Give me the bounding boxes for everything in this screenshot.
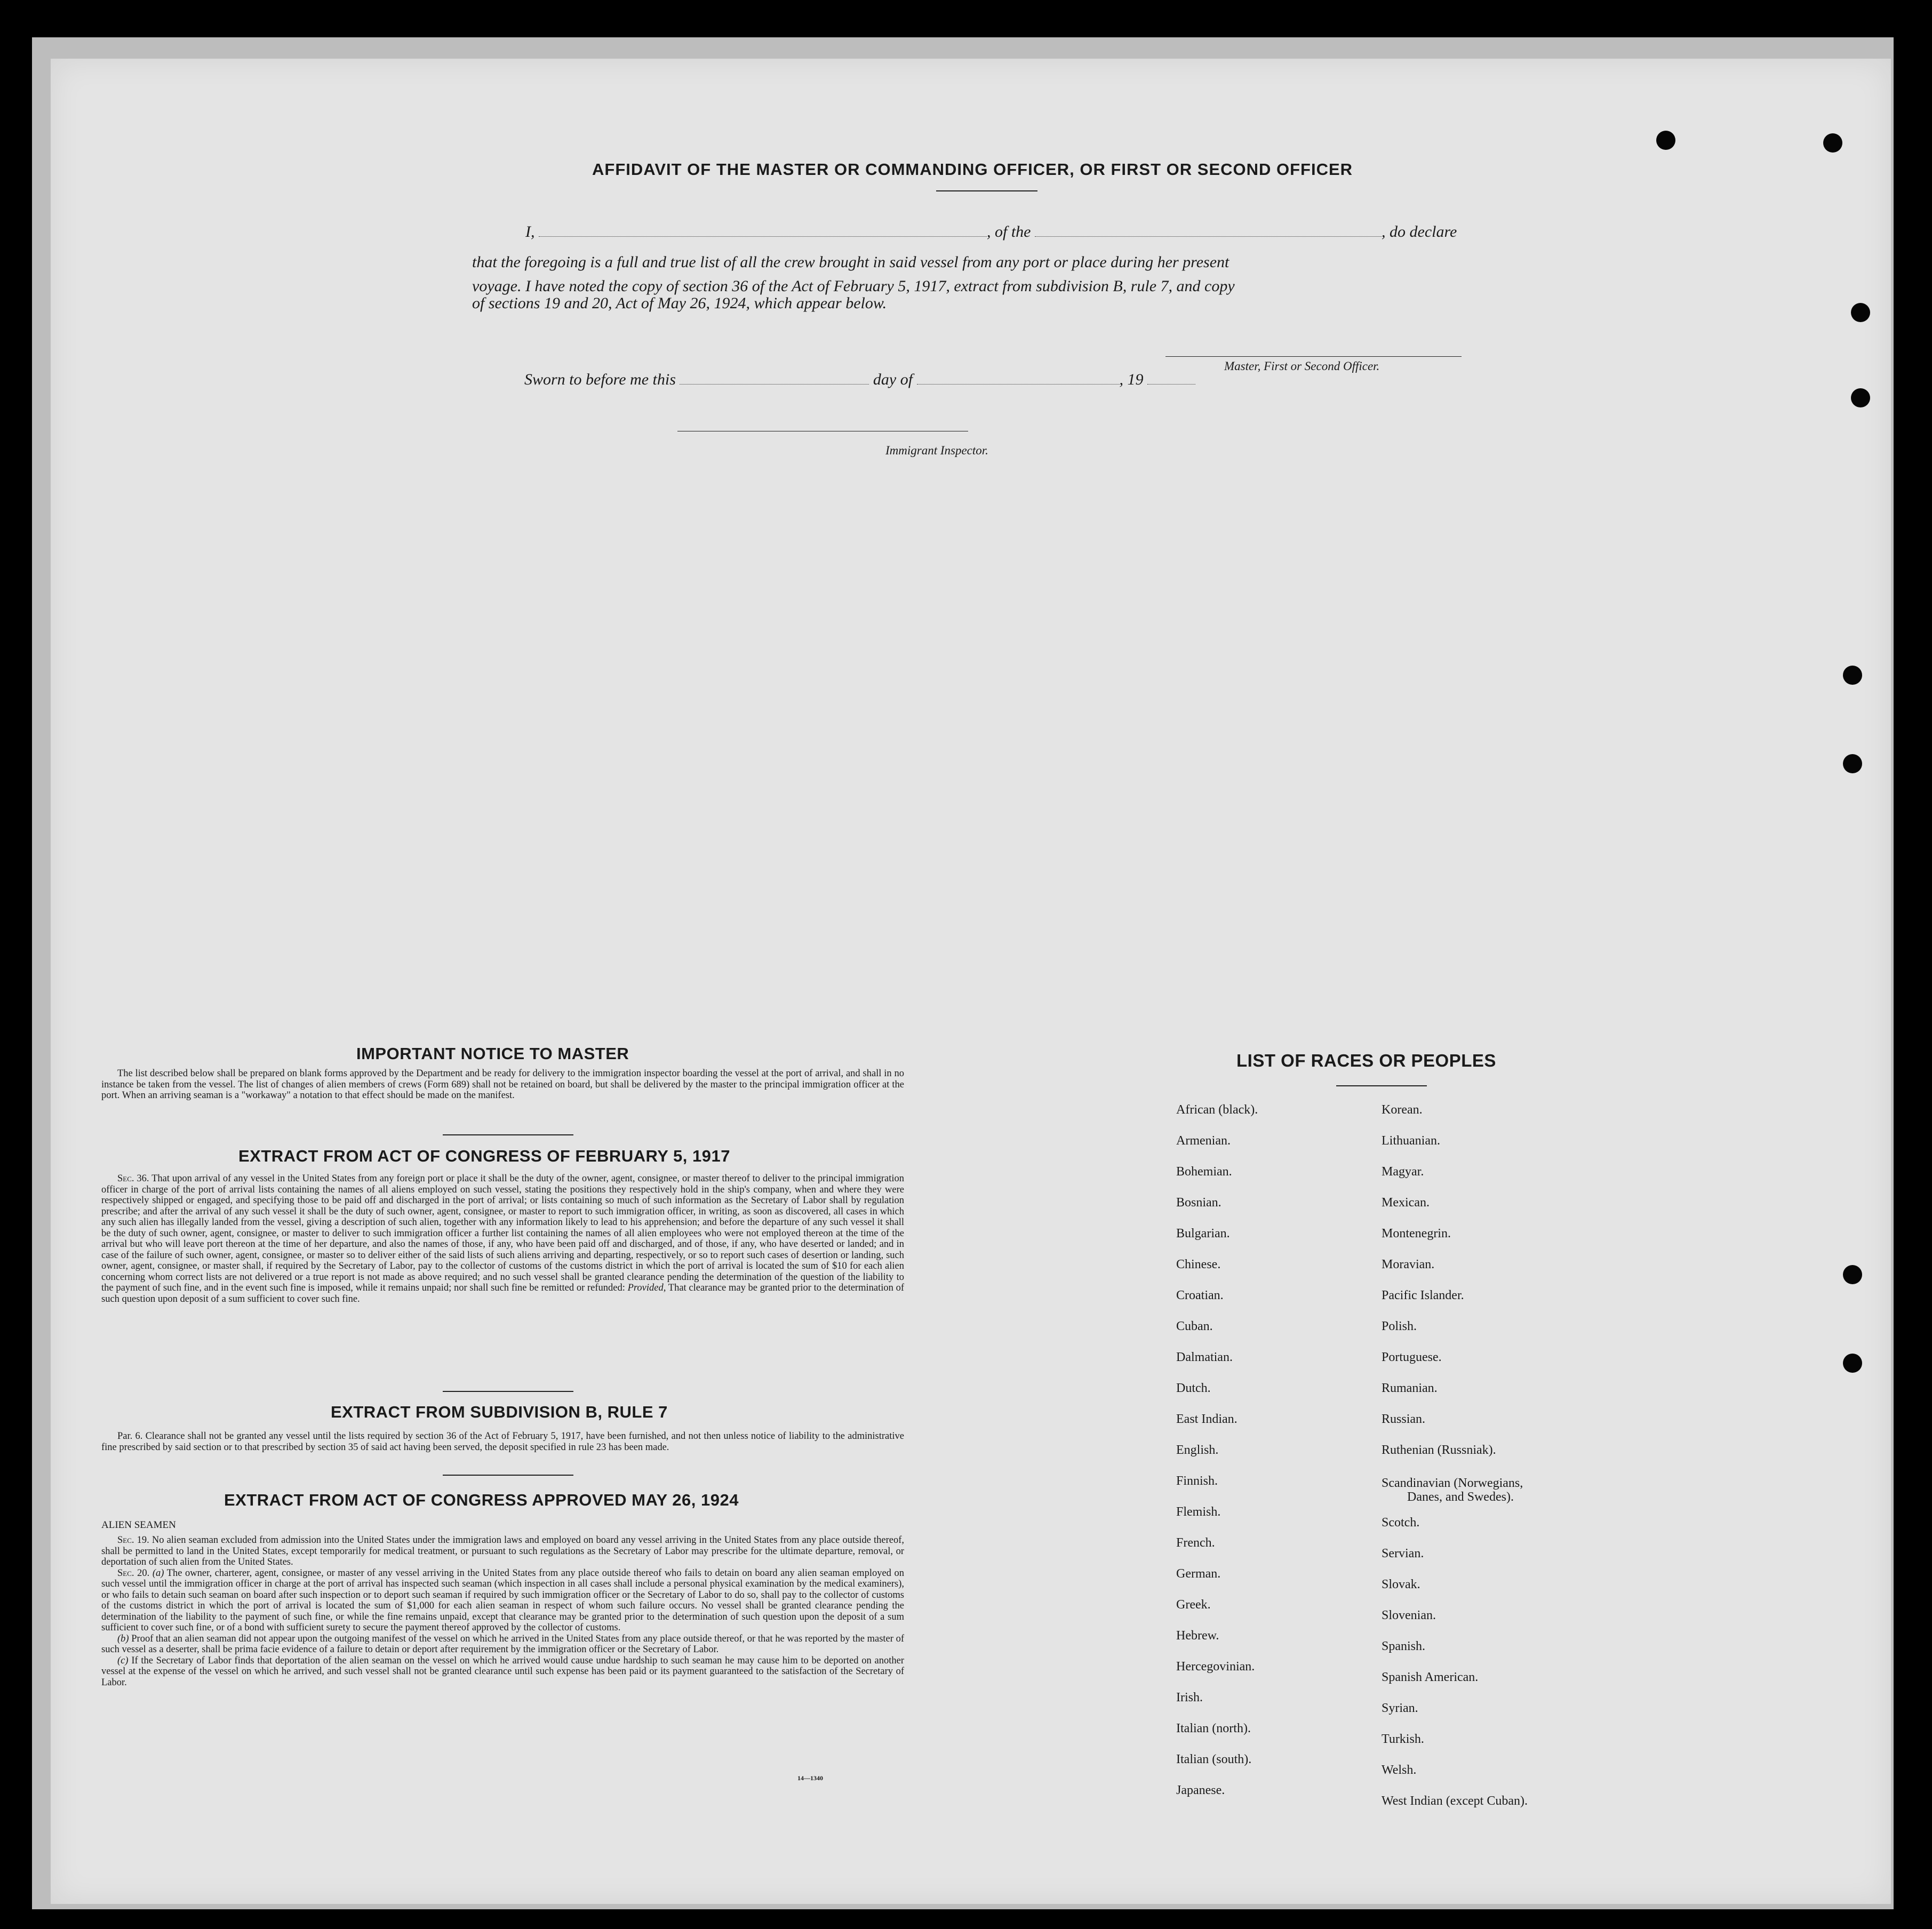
section-36-paragraph: [101, 1173, 904, 1304]
binder-hole: [1843, 1265, 1862, 1284]
master-signature-line[interactable]: [1165, 356, 1462, 357]
race-item: Scotch.: [1382, 1516, 1420, 1530]
rule-7-body: [101, 1431, 904, 1453]
form-code: 14—1340: [797, 1774, 823, 1782]
affidavit-title: AFFIDAVIT OF THE MASTER OR COMMANDING OFFICER, OR FIRST OR SECOND OFFICER: [592, 160, 1353, 179]
declaration-line-2: that the foregoing is a full and true list of all the crew brought in said vessel from any port or place during her present: [472, 253, 1230, 271]
race-item: Irish.: [1176, 1691, 1203, 1704]
race-item: Korean.: [1382, 1103, 1423, 1117]
race-item: Bosnian.: [1176, 1196, 1222, 1210]
race-item: Hebrew.: [1176, 1629, 1219, 1643]
divider: [443, 1391, 573, 1392]
sec-20a-label: (a): [152, 1567, 164, 1579]
name-field[interactable]: [539, 225, 987, 237]
race-item: Welsh.: [1382, 1763, 1417, 1777]
race-item: Cuban.: [1176, 1319, 1213, 1333]
race-item: Japanese.: [1176, 1783, 1225, 1797]
races-column-2: [1382, 1094, 1528, 1816]
sec-36-text-a: That upon arrival of any vessel in the United States from any foreign port or place it shall be the duty of the owner, agent, consignee, or master thereof to deliver to the principal immigration officer in charge of the port of arrival lists containing the names of all aliens employed on such vessel, stating the positions they respectively hold in the ship's company, when and where they were respectively shipped or engaged, and specifying those to be paid off and discharged in the port of arrival; or lists containing so much of such information as the Secretary of Labor shall by regulation prescribe; and after the arrival of any such vessel it shall be the duty of such owner, agent, consignee, or master to report to such immigration officer, in writing, as soon as discovered, all cases in which any such alien has illegally landed from the vessel, giving a description of such alien, together with any information likely to lead to his apprehension; and before the departure of any such vessel it shall be the duty of such owner, agent, consignee, or master to deliver to such immigration officer a further list containing the names of all alien employees who were not employed thereon at the time of the arrival but who will leave port thereon at the time of her departure, and also the names of those, if any, who have been paid off and discharged, and of those, if any, who have deserted or landed; and in case of the failure of such owner, agent, consignee, or master so to deliver either of the said lists of such aliens arriving and departing, respectively, or so to report such cases of desertion or landing, such owner, agent, consignee, or master shall, if required by the Secretary of Labor, pay to the collector of customs of the customs district in which the port of arrival is located the sum of $10 for each alien concerning whom correct lists are not delivered or a true report is not made as above required; and no such vessel shall be granted clearance pending the determination of the question of the liability to the payment of such fine, and in the event such fine is imposed, while it remains unpaid; nor shall such fine be remitted or refunded:: [101, 1173, 904, 1293]
race-item: Russian.: [1382, 1412, 1426, 1426]
race-item: Slovenian.: [1382, 1608, 1436, 1622]
notice-body: [101, 1068, 904, 1101]
binder-hole: [1851, 303, 1870, 322]
race-item: Finnish.: [1176, 1474, 1218, 1488]
divider: [443, 1475, 573, 1476]
race-item: Polish.: [1382, 1319, 1417, 1333]
sec-20b-label: (b): [117, 1633, 129, 1644]
extract-1924-title: EXTRACT FROM ACT OF CONGRESS APPROVED MAY 26, 1924: [224, 1491, 739, 1509]
race-item: Flemish.: [1176, 1505, 1221, 1519]
race-item: Dalmatian.: [1176, 1350, 1233, 1364]
declaration-line-1: [525, 223, 1457, 241]
race-item: Slovak.: [1382, 1578, 1420, 1591]
section-20c-paragraph: [101, 1655, 904, 1688]
notice-paragraph: The list described below shall be prepared on blank forms approved by the Department and be ready for delivery to the immigration inspector boarding the vessel at the port of arrival, and shall in no instance be taken from the vessel. The list of changes of alien members of crews (Form 689) shall not be retained on board, but shall be delivered by the master to the principal immigration officer at the port. When an arriving seaman is a "workaway" a notation to that effect should be made on the manifest.: [101, 1068, 904, 1101]
race-item: Armenian.: [1176, 1134, 1231, 1148]
races-column-1: [1176, 1094, 1258, 1806]
provided-label: Provided,: [627, 1283, 666, 1293]
race-item: German.: [1176, 1567, 1221, 1581]
section-20b-paragraph: [101, 1634, 904, 1655]
sec-20a-text: The owner, charterer, agent, consignee, or master of any vessel arriving in the United States from any place outside thereof who fails to detain on board any alien seaman employed on such vessel until the immigration officer in charge at the port of arrival has inspected such seaman (which inspection in all cases shall include a personal physical examination by the medical examiners), or who fails to detain such seaman on board after such inspection or to deport such seaman if required by such immigration officer or the Secretary of Labor to do so, shall pay to the collector of customs of the customs district in which the port of arrival is located the sum of $1,000 for each alien seaman in respect of whom such failure occurs. No vessel shall be granted clearance pending the determination of the liability to the payment of such fine, or while the fine remains unpaid, except that clearance may be granted prior to the determination of such question upon the deposit of a sum sufficient to cover such fine, or of a bond with sufficient surety to secure the payment thereof approved by the collector of customs.: [101, 1567, 905, 1633]
race-item: Bulgarian.: [1176, 1227, 1230, 1240]
race-item: Mexican.: [1382, 1196, 1430, 1210]
race-item: Rumanian.: [1382, 1381, 1438, 1395]
race-item: Magyar.: [1382, 1165, 1424, 1179]
race-item: Turkish.: [1382, 1732, 1424, 1746]
binder-hole: [1851, 388, 1870, 407]
binder-hole: [1656, 131, 1675, 150]
notice-title: IMPORTANT NOTICE TO MASTER: [356, 1044, 629, 1063]
binder-hole: [1843, 666, 1862, 685]
race-item: Scandinavian (Norwegians,: [1382, 1476, 1523, 1490]
sec-19-text: No alien seaman excluded from admission into the United States under the immigration laws and employed on board any vessel arriving in the United States from any place outside thereof, shall be permitted to land in the United States, except temporarily for medical treatment, or pursuant to such regulations as the Secretary of Labor may prescribe for the ultimate departure, removal, or deportation of such alien from the United States.: [101, 1535, 905, 1567]
sworn-year-field[interactable]: [1147, 372, 1195, 385]
declaration-i: I,: [525, 223, 535, 241]
sec-20-label: Sec. 20.: [117, 1567, 150, 1579]
extract-1917-title: EXTRACT FROM ACT OF CONGRESS OF FEBRUARY 5, 1917: [238, 1147, 730, 1165]
divider: [443, 1134, 573, 1135]
sec-20b-text: Proof that an alien seaman did not appear upon the outgoing manifest of the vessel on which he arrived in the United States from any place outside thereof, or that he was reported by the master of such vessel as a deserter, shall be prima facie evidence of a failure to detain or deport after requirement by the immigration officer or the Secretary of Labor.: [101, 1633, 904, 1655]
divider: [936, 190, 1037, 191]
rule-7-paragraph: Par. 6. Clearance shall not be granted any vessel until the lists required by section 36 of the Act of February 5, 1917, have been furnished, and not then unless notice of liability to the administrative fine prescribed by said section or to that prescribed by section 35 of said act having been served, the deposit specified in rule 23 has been made.: [101, 1431, 904, 1453]
race-item: Lithuanian.: [1382, 1134, 1440, 1148]
race-item: Danes, and Swedes).: [1407, 1490, 1514, 1504]
sworn-day-of: day of: [873, 371, 913, 388]
declaration-line-4: of sections 19 and 20, Act of May 26, 1924, which appear below.: [472, 294, 887, 312]
section-19-paragraph: [101, 1535, 904, 1568]
sec-19-label: Sec. 19.: [117, 1535, 149, 1546]
declaration-of-the: , of the: [987, 223, 1031, 241]
extract-1917-body: [101, 1173, 904, 1304]
race-item: Spanish American.: [1382, 1670, 1479, 1684]
sworn-day-field[interactable]: [680, 372, 869, 385]
race-item: East Indian.: [1176, 1412, 1238, 1426]
race-item: Servian.: [1382, 1547, 1424, 1560]
race-item: Bohemian.: [1176, 1165, 1232, 1179]
alien-seamen-subtitle: ALIEN SEAMEN: [101, 1519, 176, 1531]
section-20a-paragraph: [101, 1568, 904, 1634]
race-item: Moravian.: [1382, 1258, 1435, 1271]
declaration-line-3: voyage. I have noted the copy of section 36 of the Act of February 5, 1917, extract from subdivision B, rule 7, and copy: [472, 277, 1235, 295]
race-item: Ruthenian (Russniak).: [1382, 1443, 1496, 1457]
race-item: West Indian (except Cuban).: [1382, 1794, 1528, 1808]
race-item: Hercegovinian.: [1176, 1660, 1255, 1674]
sworn-year-prefix: , 19: [1119, 371, 1144, 388]
binder-hole: [1823, 133, 1842, 153]
rule-7-title: EXTRACT FROM SUBDIVISION B, RULE 7: [331, 1403, 668, 1421]
race-item: Chinese.: [1176, 1258, 1221, 1271]
race-item: African (black).: [1176, 1103, 1258, 1117]
races-title: LIST OF RACES OR PEOPLES: [1236, 1051, 1496, 1070]
race-item: Greek.: [1176, 1598, 1211, 1612]
race-item: French.: [1176, 1536, 1215, 1550]
race-item: Spanish.: [1382, 1639, 1426, 1653]
sec-20c-label: (c): [117, 1655, 129, 1666]
sworn-line: [524, 371, 1195, 389]
inspector-signature-label: Immigrant Inspector.: [885, 444, 988, 457]
declaration-do-declare: , do declare: [1382, 223, 1457, 241]
sworn-prefix: Sworn to before me this: [524, 371, 676, 388]
binder-hole: [1843, 754, 1862, 773]
sworn-month-field[interactable]: [917, 372, 1120, 385]
binder-hole: [1843, 1354, 1862, 1373]
race-item: Italian (north).: [1176, 1722, 1251, 1735]
sec-36-text-b: That clearance may be granted prior to the determination of such question upon deposit of a sum sufficient to cover such fine.: [101, 1283, 905, 1304]
extract-1924-body: [101, 1535, 904, 1688]
vessel-field[interactable]: [1035, 225, 1382, 237]
divider: [1336, 1085, 1427, 1086]
race-item: Montenegrin.: [1382, 1227, 1451, 1240]
sec-20c-text: If the Secretary of Labor finds that deportation of the alien seaman on the vessel on which he arrived would cause undue hardship to such seaman he may cause him to be deported on another vessel at the expense of the vessel on which he arrived, and such vessel shall not be granted clearance until such expense has been paid or its payment guaranteed to the satisfaction of the Secretary of Labor.: [101, 1655, 905, 1688]
master-signature-label: Master, First or Second Officer.: [1224, 359, 1380, 373]
race-item: Pacific Islander.: [1382, 1288, 1464, 1302]
race-item: Croatian.: [1176, 1288, 1224, 1302]
race-item: English.: [1176, 1443, 1219, 1457]
race-item: Syrian.: [1382, 1701, 1418, 1715]
race-item: Dutch.: [1176, 1381, 1211, 1395]
sec-36-label: Sec. 36.: [117, 1173, 149, 1184]
race-item: Italian (south).: [1176, 1752, 1252, 1766]
race-item: Portuguese.: [1382, 1350, 1442, 1364]
